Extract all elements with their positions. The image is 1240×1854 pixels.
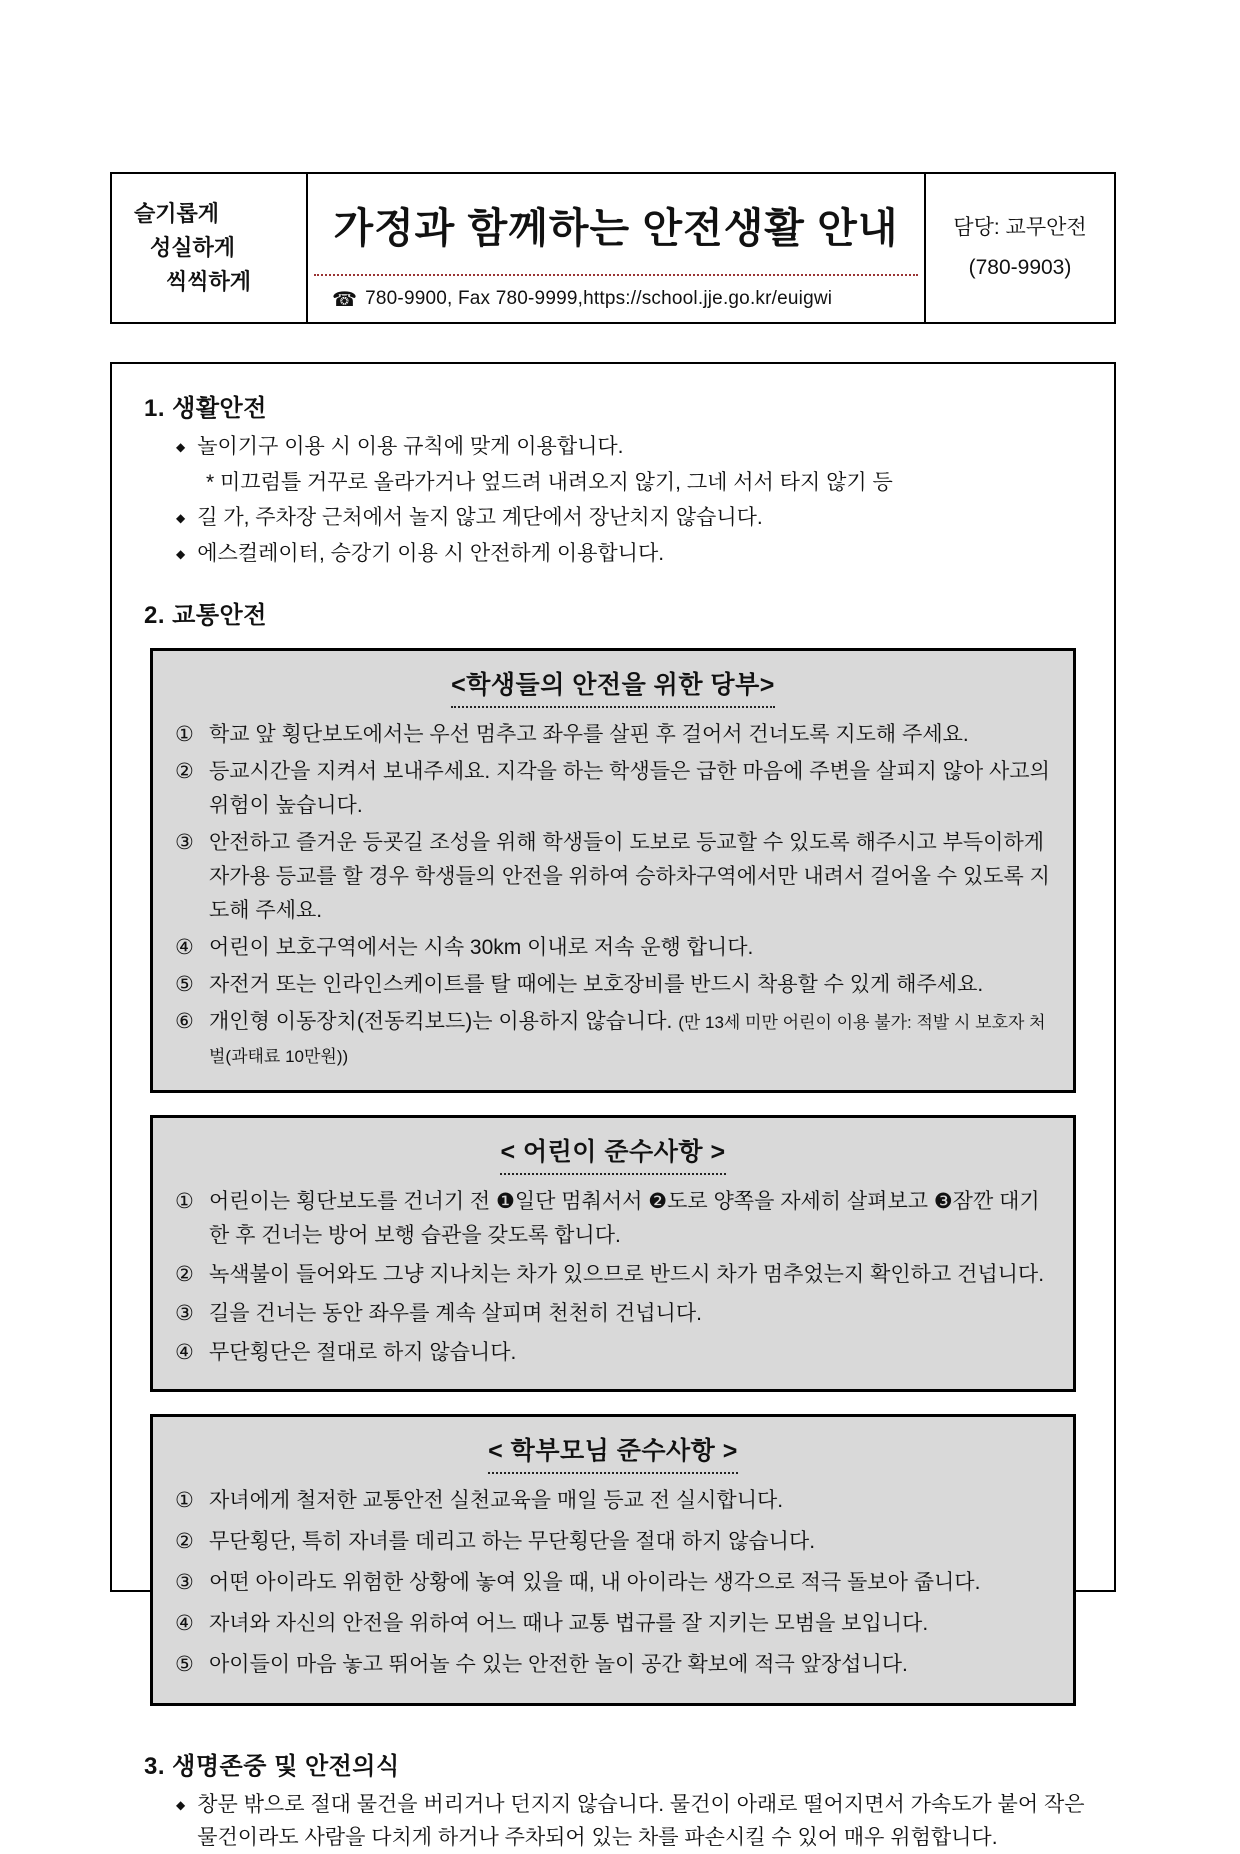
item-number: ⑤ xyxy=(175,973,194,997)
motto-line: 성실하게 xyxy=(150,234,236,260)
item-number: ① xyxy=(175,1190,194,1214)
diamond-bullet-icon: ◆ xyxy=(176,511,186,525)
main-content-box xyxy=(110,362,1116,1849)
section-heading-life-safety: 1. 생활안전 xyxy=(144,395,267,422)
manager-label: 담당: 교무안전 xyxy=(953,216,1087,240)
list-item xyxy=(175,1297,1051,1331)
list-item xyxy=(176,1789,1090,1854)
item-text: 자녀에게 철저한 교통안전 실천교육을 매일 등교 전 실시합니다. xyxy=(209,1489,784,1513)
list-item xyxy=(175,1607,1051,1641)
item-text: 어린이 보호구역에서는 시속 30km 이내로 저속 운행 합니다. xyxy=(209,936,754,960)
item-text: 자전거 또는 인라인스케이트를 탈 때에는 보호장비를 반드시 착용할 수 있게 해주세요. xyxy=(209,973,984,997)
item-text: 길 가, 주차장 근처에서 놀지 않고 계단에서 장난치지 않습니다. xyxy=(197,506,763,529)
notice-box-children xyxy=(150,1115,1076,1392)
item-number: ④ xyxy=(175,936,194,960)
list-item xyxy=(175,1648,1051,1682)
item-number: ② xyxy=(175,1263,194,1287)
motto-line: 씩씩하게 xyxy=(166,269,252,295)
list-item xyxy=(175,968,1051,1002)
item-number: ③ xyxy=(175,831,194,855)
list-item xyxy=(175,1484,1051,1518)
item-text: 안전하고 즐거운 등굣길 조성을 위해 학생들이 도보로 등교할 수 있도록 해주시고 부득이하게 자가용 등교를 할 경우 학생들의 안전을 위하여 승하차구역에서만 내려서 걸어올 수 있도록 지도해 주세요. xyxy=(209,831,1050,923)
header-title-cell xyxy=(308,174,924,322)
item-number: ④ xyxy=(175,1341,194,1365)
manager-cell xyxy=(924,174,1114,322)
item-text: 어떤 아이라도 위험한 상황에 놓여 있을 때, 내 아이라는 생각으로 적극 돌보아 줍니다. xyxy=(209,1571,981,1595)
item-number: ③ xyxy=(175,1571,194,1595)
list-item xyxy=(175,1258,1051,1292)
list-item xyxy=(176,538,1090,570)
item-text: 어린이는 횡단보도를 건너기 전 ❶일단 멈춰서서 ❷도로 양쪽을 자세히 살펴보고 ❸잠깐 대기한 후 건너는 방어 보행 습관을 갖도록 합니다. xyxy=(209,1190,1040,1248)
box-title: <학생들의 안전을 위한 당부> xyxy=(451,665,775,708)
diamond-bullet-icon: ◆ xyxy=(176,440,186,454)
notice-box-students xyxy=(150,648,1076,1093)
notice-box-parents xyxy=(150,1414,1076,1706)
box-title-wrap xyxy=(175,1431,1051,1474)
diamond-bullet-icon: ◆ xyxy=(176,546,186,561)
item-text: 무단횡단, 특히 자녀를 데리고 하는 무단횡단을 절대 하지 않습니다. xyxy=(209,1530,816,1554)
item-number: ① xyxy=(175,1489,194,1513)
manager-phone: (780-9903) xyxy=(968,256,1072,279)
list-item xyxy=(175,718,1051,752)
item-text: 등교시간을 지켜서 보내주세요. 지각을 하는 학생들은 급한 마음에 주변을 살피지 않아 사고의 위험이 높습니다. xyxy=(209,760,1050,818)
item-text: 에스컬레이터, 승강기 이용 시 안전하게 이용합니다. xyxy=(197,541,665,565)
section-heading-life-respect: 3. 생명존중 및 안전의식 xyxy=(144,1753,400,1781)
sub-note: * 미끄럼틀 거꾸로 올라가거나 엎드려 내려오지 않기, 그네 서서 타지 않기 등 xyxy=(206,470,893,494)
motto-line: 슬기롭게 xyxy=(134,200,220,226)
list-item xyxy=(176,431,1090,463)
item-text: 아이들이 마음 놓고 뛰어놀 수 있는 안전한 놀이 공간 확보에 적극 앞장섭니다. xyxy=(209,1653,908,1677)
item-number: ② xyxy=(175,1530,194,1554)
box-title: < 어린이 준수사항 > xyxy=(500,1132,725,1175)
item-text: 창문 밖으로 절대 물건을 버리거나 던지지 않습니다. 물건이 아래로 떨어지면서 가속도가 붙어 작은 물건이라도 사람을 다치게 하거나 주차되어 있는 차를 파손시킬 수 있어 매우 위험합니다. xyxy=(197,1793,1085,1849)
item-number: ⑤ xyxy=(175,1653,194,1677)
document-title: 가정과 함께하는 안전생활 안내 xyxy=(333,204,899,251)
phone-icon: ☎ xyxy=(332,288,358,311)
contact-info xyxy=(308,276,924,322)
item-text: 무단횡단은 절대로 하지 않습니다. xyxy=(209,1341,517,1365)
item-number: ② xyxy=(175,760,194,784)
list-item xyxy=(175,1185,1051,1253)
diamond-bullet-icon: ◆ xyxy=(176,1798,186,1813)
item-number: ⑥ xyxy=(175,1010,194,1034)
list-item xyxy=(176,502,1090,534)
box-title-wrap xyxy=(175,1132,1051,1175)
item-number: ③ xyxy=(175,1302,194,1326)
school-motto xyxy=(112,174,308,322)
list-item xyxy=(175,1336,1051,1370)
item-text: 녹색불이 들어와도 그냥 지나치는 차가 있으므로 반드시 차가 멈추었는지 확인하고 건넙니다. xyxy=(209,1263,1045,1287)
box-title: < 학부모님 준수사항 > xyxy=(488,1431,738,1474)
list-item xyxy=(175,755,1051,823)
document-header xyxy=(110,172,1116,324)
item-text: 자녀와 자신의 안전을 위하여 어느 때나 교통 법규를 잘 지키는 모범을 보입니다. xyxy=(209,1612,929,1636)
section-heading-traffic-safety: 2. 교통안전 xyxy=(144,602,267,629)
item-number: ① xyxy=(175,723,194,746)
contact-text: 780-9900, Fax 780-9999,https://school.jje.go.kr/euigwi xyxy=(365,288,833,309)
item-text: 학교 앞 횡단보도에서는 우선 멈추고 좌우를 살핀 후 걸어서 건너도록 지도해 주세요. xyxy=(209,723,969,746)
item-note: (만 13세 미만 어린이 이용 불가: 적발 시 보호자 처벌(과태료 10만원)) xyxy=(209,1013,1046,1067)
item-text: 놀이기구 이용 시 이용 규칙에 맞게 이용합니다. xyxy=(197,435,624,458)
list-item xyxy=(175,1005,1051,1073)
box-title-wrap xyxy=(175,665,1051,708)
item-text: 개인형 이동장치(전동킥보드)는 이용하지 않습니다. xyxy=(209,1010,673,1034)
list-item xyxy=(175,826,1051,928)
list-item xyxy=(175,931,1051,965)
list-item xyxy=(175,1566,1051,1600)
list-item xyxy=(175,1525,1051,1559)
item-text-wrap xyxy=(209,1005,1051,1073)
item-text: 길을 건너는 동안 좌우를 계속 살피며 천천히 건넙니다. xyxy=(209,1302,702,1326)
item-number: ④ xyxy=(175,1612,194,1636)
